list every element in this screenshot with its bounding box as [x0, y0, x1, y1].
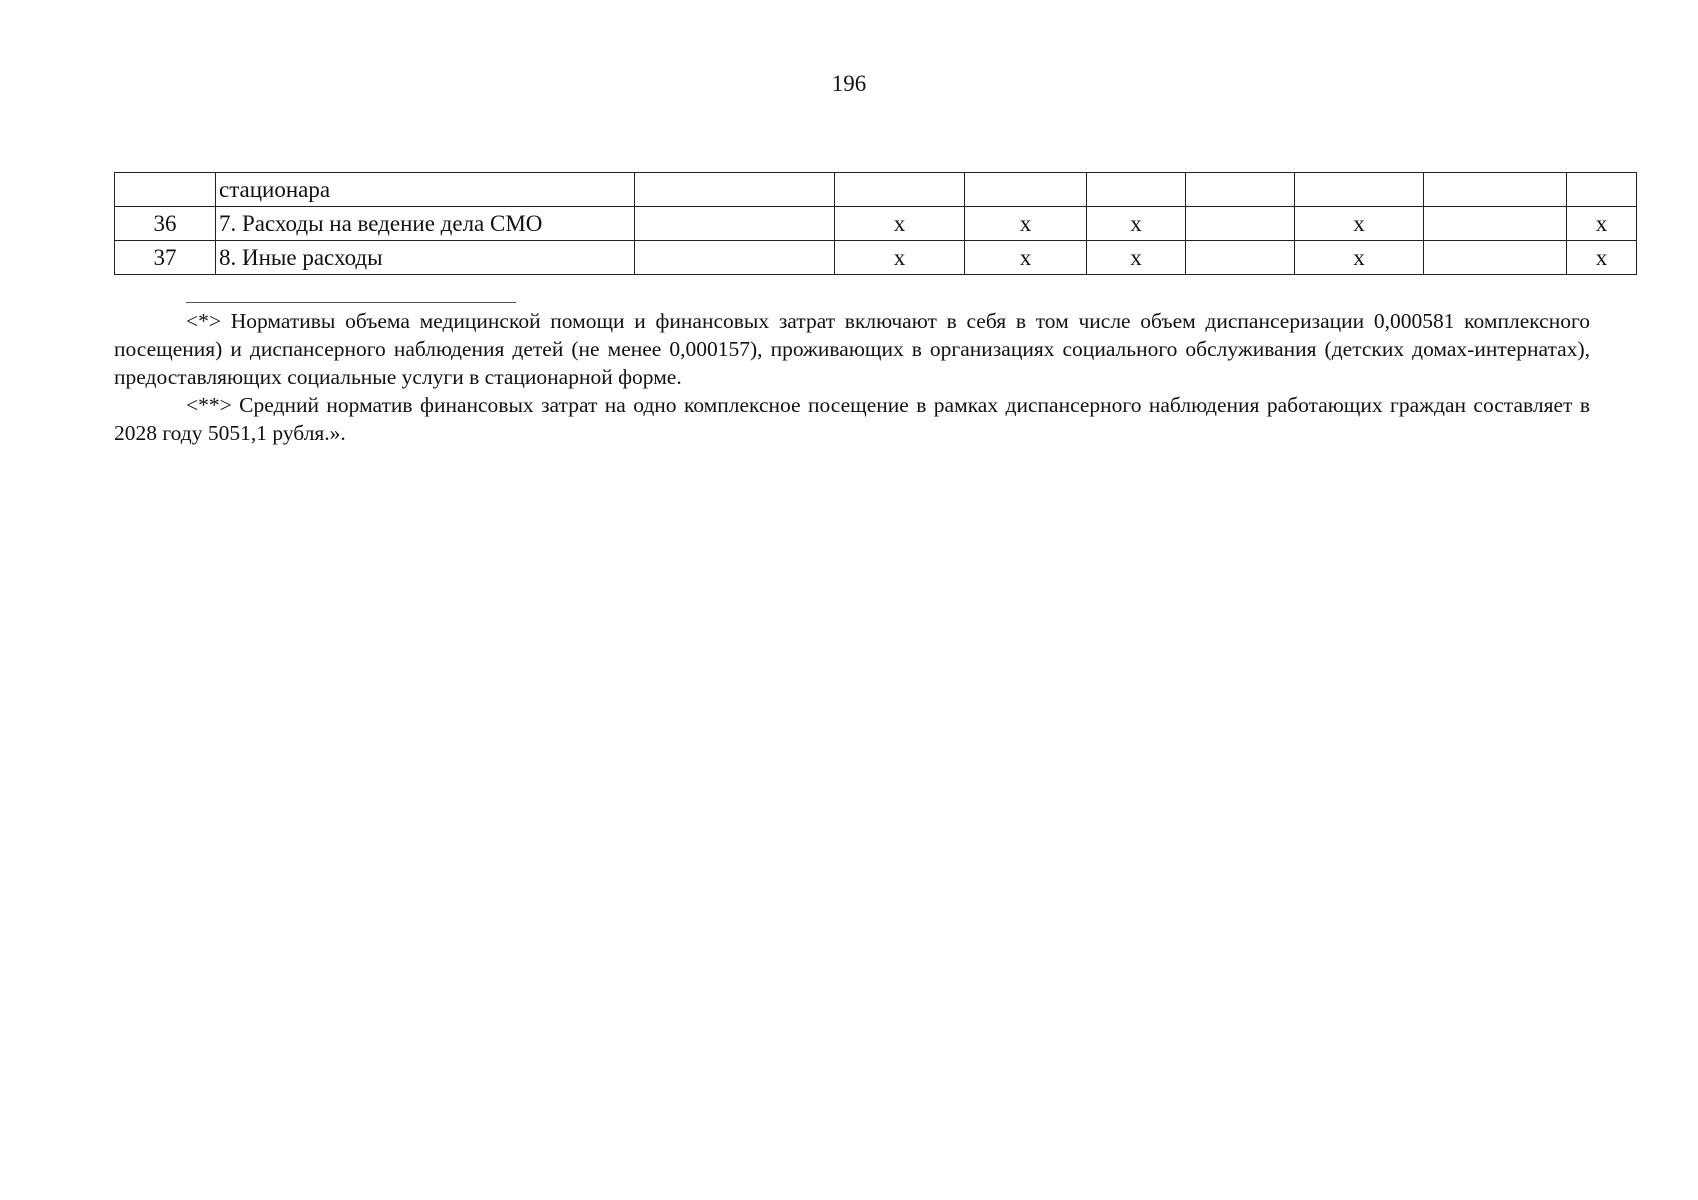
- table-cell: [635, 241, 835, 275]
- table-cell: [1087, 173, 1186, 207]
- table-cell: [635, 207, 835, 241]
- table-cell: [835, 173, 965, 207]
- table-cell: x: [835, 241, 965, 275]
- table-cell: [1186, 241, 1295, 275]
- footnote-separator: [186, 302, 516, 303]
- table-cell: x: [835, 207, 965, 241]
- table-cell: x: [965, 241, 1087, 275]
- table-cell: [1186, 207, 1295, 241]
- table-cell: x: [965, 207, 1087, 241]
- row-label: стационара: [216, 173, 635, 207]
- table-row: [115, 173, 1637, 207]
- row-number: 36: [115, 207, 216, 241]
- table-cell: [965, 173, 1087, 207]
- footnotes: [114, 307, 1590, 447]
- data-table: [114, 172, 1637, 275]
- table-cell: x: [1295, 207, 1424, 241]
- row-number: 37: [115, 241, 216, 275]
- table-cell: [1424, 173, 1567, 207]
- table-cell: x: [1087, 241, 1186, 275]
- row-label: 7. Расходы на ведение дела СМО: [216, 207, 635, 241]
- page-number: 196: [831, 71, 867, 96]
- row-label: 8. Иные расходы: [216, 241, 635, 275]
- table-cell: [635, 173, 835, 207]
- table-row: [115, 241, 1637, 275]
- table-cell: x: [1087, 207, 1186, 241]
- table-cell: [1424, 241, 1567, 275]
- table-row: [115, 207, 1637, 241]
- table-cell: x: [1567, 241, 1637, 275]
- table-cell: [1424, 207, 1567, 241]
- table-cell: [1567, 173, 1637, 207]
- table-cell: [1295, 173, 1424, 207]
- footnote-1: <*> Нормативы объема медицинской помощи и финансовых затрат включают в себя в том числе объем диспансеризации 0,000581 комплексного посещения) и диспансерного наблюдения детей (не менее 0,000157), проживающих в организациях социального обслуживания (детских домах-интернатах), предоставляющих социальные услуги в стационарной форме.: [114, 309, 1590, 389]
- table-cell: x: [1567, 207, 1637, 241]
- table-cell: x: [1295, 241, 1424, 275]
- footnote-2: <**> Средний норматив финансовых затрат на одно комплексное посещение в рамках диспансерного наблюдения работающих граждан составляет в 2028 году 5051,1 рубля.».: [114, 393, 1590, 445]
- table-cell: [1186, 173, 1295, 207]
- row-number: [115, 173, 216, 207]
